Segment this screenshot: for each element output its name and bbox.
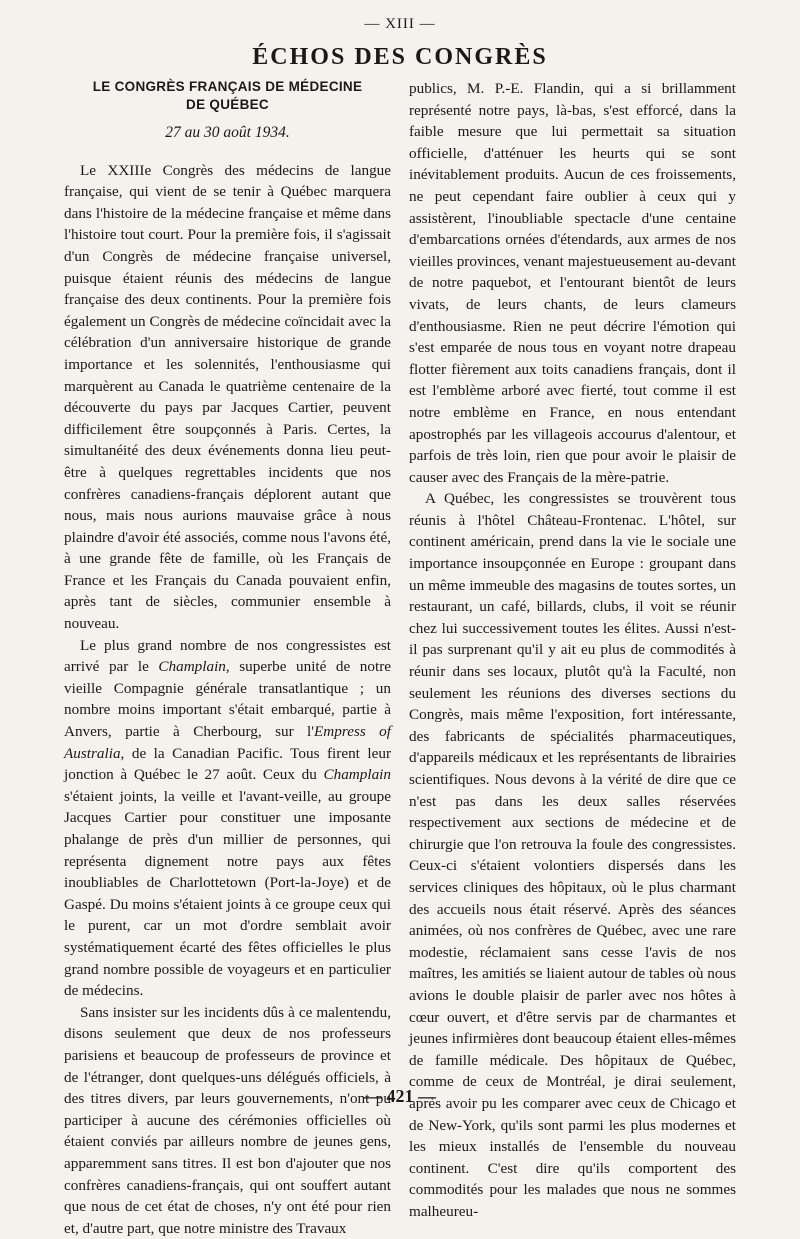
ship-name: Champlain: [158, 658, 226, 676]
article-date: 27 au 30 août 1934.: [165, 124, 290, 141]
text-run: , de la Canadian Pacific. Tous firent leur jonction à Québec le 27 août. Ceux du: [64, 744, 391, 784]
page-number: — 421 —: [364, 1086, 436, 1106]
text-run: Le plus grand nombre de nos congressistes est arrivé par le: [64, 636, 391, 676]
ship-name: Champlain: [323, 766, 391, 784]
article-title: [64, 78, 391, 114]
paragraph: publics, M. P.-E. Flandin, qui a si brillamment représenté notre pays, là-bas, s'est efforcé, dans la faible mesure que lui permettait sa situation officielle, d'atténuer les heurts qui se sont inévitablement produits. Aucun de ces froissements, ne peut cependant faire oublier à ceux qui y assistèrent, l'inoubliable spectacle d'une centaine d'embarcations ornées d'étendards, aux armes de nos vieilles provinces, venant majestueusement au-devant de notre paquebot, et l'entourant bientôt de leurs vivats, de leurs chants, de leurs clameurs d'enthousiasme. Rien ne peut décrire l'émotion qui s'est emparée de nous tous en voyant notre drapeau flotter fièrement aux toits canadiens français, dont il est l'emblème arboré avec fierté, tout comme il est notre emblème en France, en nous entendant apostrophés par les villageois accourus d'alentour, et parfois de très loin, rien que pour avoir le plaisir de causer avec des Français de la mère-patrie.: [409, 80, 736, 486]
ship-name: Empress of Australia: [64, 723, 391, 762]
text-run: , superbe unité de notre vieille Compagnie générale transatlantique ; un nombre moins important s'était embarqué, partie à Anvers, partie à Cherbourg, sur l': [64, 658, 392, 741]
running-header: — XIII —: [364, 16, 436, 32]
section-title: ÉCHOS DES CONGRÈS: [252, 44, 548, 70]
paragraph: Sans insister sur les incidents dûs à ce malentendu, disons seulement que deux de nos professeurs parisiens et beaucoup de professeurs de province et de l'étranger, dont quelques-uns délégués officiels, à des titres divers, par leurs gouvernements, n'ont pu participer à aucune des cérémonies officielles où étaient conviés par ailleurs nombre de jeunes gens, apparemment sans titres. Il est bon d'ajouter que nos confrères canadiens-français, qui ont souffert autant que nous de cet état de choses, n'y ont été pour rien et, d'autre part, que notre ministre des Travaux: [64, 1003, 391, 1237]
paragraph: A Québec, les congressistes se trouvèrent tous réunis à l'hôtel Château-Frontenac. L'hôtel, sur continent américain, prend dans la vie le sociale une importance insoupçonnée en Europe : groupant dans un même immeuble des magasins de toutes sortes, un restaurant, un café, billards, clubs, il voit se réunir chez lui successivement toutes les élites. Aussi n'est-il pas surprenant qu'il y ait eu plus de commodités à réunir dans ses locaux, plutôt qu'à la Faculté, non seulement les réunions des diverses sections du Congrès, mais même l'exposition, fort intéressante, des fabricants de spécialités pharmaceutiques, d'appareils médicaux et les représentants de librairies scientifiques. Nous devons à la vérité de dire que ce n'est pas dans les deux salles réservées respectivement aux sections de médecine et de chirurgie que l'on retrouva la foule des congressistes. Ceux-ci s'étaient volontiers dispersés dans les services cliniques des hôpitaux, où le plus charmant des accueils nous était réservé. Après des séances animées, où nos confrères de Québec, avec une rare modestie, réclamaient sans cesse l'avis de nos maîtres, les amitiés se liaient autour de tables où nous avions le double plaisir de parler avec nos hôtes à cœur ouvert, et d'être servis par de charmantes et jeunes infirmières dont beaucoup étaient elles-mêmes de famille médicale. Des hôpitaux de Québec, comme de ceux de Montréal, je dirai seulement, après avoir pu les comparer avec ceux de Chicago et de New-York, qu'ils sont parmi les plus modernes et les mieux installés de l'ensemble du nouveau continent. C'est dire qu'ils comportent des commodités pour les malades que nous ne sommes malheureu-: [409, 490, 736, 1220]
paragraph: Le XXIIIe Congrès des médecins de langue française, qui vient de se tenir à Québec marquera dans l'histoire de la médecine française et même dans l'histoire tout court. Pour la première fois, il s'agissait d'un Congrès de médecine française universel, puisque étaient réunis des médecins de langue française des deux continents. Pour la première fois également un Congrès de médecine coïncidait avec la célébration d'un anniversaire historique de grande importance et les solennités, l'enthousiasme qui marquèrent au Canada le quatrième centenaire de la découverte du pays par Jacques Cartier, peuvent difficilement être soupçonnés à Paris. Certes, la simultanéité des deux événements donna lieu peut-être à quelques regrettables incidents que nos confrères canadiens-français déplorent autant que nous, mais nous aurions mauvaise grâce à nous plaindre d'avoir été associés, comme nous l'avons été, à une grande fête de famille, où les Français de France et les Français du Canada pouvaient enfin, après tant de siècles, communier ensemble à nouveau.: [64, 161, 391, 633]
paragraph: [64, 635, 391, 1002]
article-title-line2: DE QUÉBEC: [186, 97, 269, 112]
text-run: s'étaient joints, la veille et l'avant-veille, au groupe Jacques Cartier pour constituer une imposante phalange de près d'un millier de personnes, qui représenta dignement notre pays aux fêtes inoubliables de Charlottetown (Port-la-Joye) et de Gaspé. Du moins s'étaient joints à ce groupe ceux qui le purent, car un mot d'ordre semblait avoir systématiquement écarté des fêtes officielles le plus grand nombre possible de voyageurs et en particulier de médecins.: [64, 787, 391, 1000]
right-column: [409, 78, 736, 1222]
left-column: [64, 78, 391, 1239]
article-title-line1: LE CONGRÈS FRANÇAIS DE MÉDECINE: [92, 79, 363, 94]
